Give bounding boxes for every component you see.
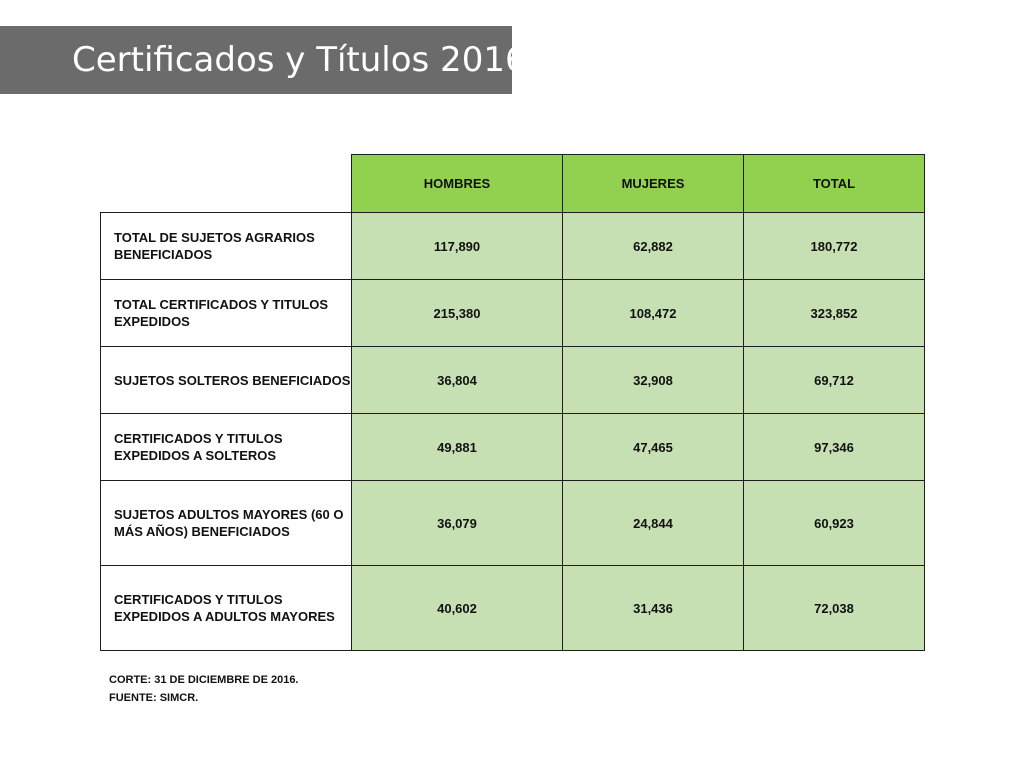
table-row (101, 280, 925, 347)
row-label: CERTIFICADOS Y TITULOS EXPEDIDOS A SOLTEROS (101, 414, 352, 481)
cell-total: 60,923 (744, 481, 925, 566)
header-row (101, 155, 925, 213)
cell-mujeres: 24,844 (563, 481, 744, 566)
column-header-hombres: HOMBRES (352, 155, 563, 213)
cell-total: 69,712 (744, 347, 925, 414)
row-label: TOTAL CERTIFICADOS Y TITULOS EXPEDIDOS (101, 280, 352, 347)
cell-hombres: 36,079 (352, 481, 563, 566)
row-label: SUJETOS ADULTOS MAYORES (60 O MÁS AÑOS) BENEFICIADOS (101, 481, 352, 566)
table-row (101, 347, 925, 414)
row-label: SUJETOS SOLTEROS BENEFICIADOS (101, 347, 352, 414)
cutoff-note: CORTE: 31 DE DICIEMBRE DE 2016. (109, 674, 299, 686)
data-table (100, 154, 925, 651)
cell-hombres: 49,881 (352, 414, 563, 481)
table-row (101, 414, 925, 481)
cell-mujeres: 47,465 (563, 414, 744, 481)
cell-mujeres: 31,436 (563, 566, 744, 651)
cell-total: 323,852 (744, 280, 925, 347)
cell-mujeres: 32,908 (563, 347, 744, 414)
footnotes (109, 671, 299, 707)
cell-mujeres: 62,882 (563, 213, 744, 280)
column-header-total: TOTAL (744, 155, 925, 213)
column-header-mujeres: MUJERES (563, 155, 744, 213)
cell-total: 97,346 (744, 414, 925, 481)
cell-hombres: 36,804 (352, 347, 563, 414)
table-row (101, 213, 925, 280)
cell-hombres: 40,602 (352, 566, 563, 651)
corner-cell (101, 155, 352, 213)
table-row (101, 481, 925, 566)
table-row (101, 566, 925, 651)
row-label: CERTIFICADOS Y TITULOS EXPEDIDOS A ADULTOS MAYORES (101, 566, 352, 651)
cell-hombres: 215,380 (352, 280, 563, 347)
page-title: Certificados y Títulos 2016 (72, 40, 527, 80)
cell-mujeres: 108,472 (563, 280, 744, 347)
row-label: TOTAL DE SUJETOS AGRARIOS BENEFICIADOS (101, 213, 352, 280)
title-bar (0, 26, 527, 94)
cell-total: 72,038 (744, 566, 925, 651)
cell-hombres: 117,890 (352, 213, 563, 280)
cell-total: 180,772 (744, 213, 925, 280)
source-note: FUENTE: SIMCR. (109, 692, 199, 704)
